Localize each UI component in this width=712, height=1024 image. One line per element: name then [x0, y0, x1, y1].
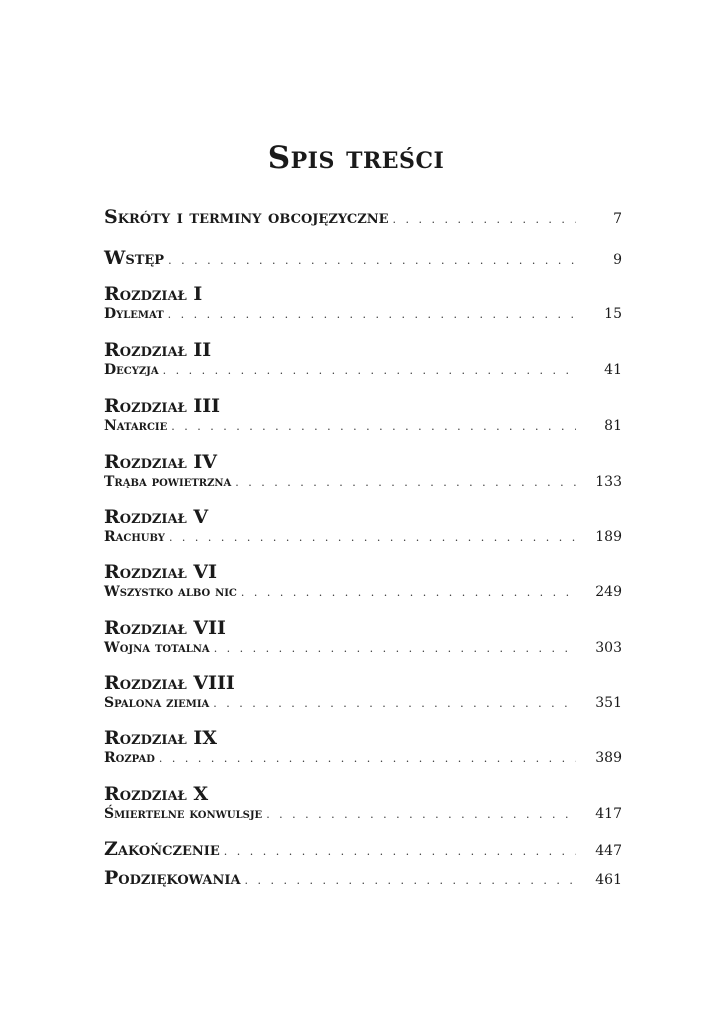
dot-leader: [224, 845, 576, 858]
toc-entry-label: Wstęp: [104, 247, 165, 269]
toc-entry-label: Skróty i terminy obcojęzyczne: [104, 206, 389, 228]
toc-row: [104, 750, 622, 766]
toc-entry-label: Spalona ziemia: [104, 695, 210, 711]
dot-leader: [171, 420, 576, 433]
toc-entry-chapter-3: [104, 394, 622, 434]
chapter-heading: Rozdział VII: [104, 617, 226, 639]
toc-page-number: 389: [595, 750, 622, 766]
toc-row: [104, 474, 622, 490]
toc-page-number: 447: [595, 843, 622, 859]
toc-page-number: 461: [595, 872, 622, 888]
toc-page-number: 81: [604, 418, 622, 434]
dot-leader: [168, 308, 576, 321]
toc-entry-chapter-9: [104, 726, 622, 766]
toc-page-number: 303: [595, 640, 622, 656]
chapter-heading: Rozdział VI: [104, 561, 218, 583]
toc-entry-label: Wszystko albo nic: [104, 584, 237, 600]
chapter-heading: Rozdział IX: [104, 727, 218, 749]
toc-row: [104, 418, 622, 434]
chapter-heading: Rozdział II: [104, 339, 212, 361]
dot-leader: [163, 364, 576, 377]
toc-entry-label: Dylemat: [104, 306, 164, 322]
toc-entry-chapter-8: [104, 671, 622, 711]
toc-entry-conclusion: [104, 838, 622, 860]
toc-row: [104, 362, 622, 378]
toc-page-number: 15: [604, 306, 622, 322]
toc-entry-label: Wojna totalna: [104, 640, 210, 656]
dot-leader: [169, 531, 576, 544]
toc-entry-chapter-6: [104, 560, 622, 600]
toc-entry-label: Zakończenie: [104, 838, 220, 860]
toc-row: [104, 306, 622, 322]
toc-page-number: 351: [595, 695, 622, 711]
dot-leader: [393, 213, 576, 226]
toc-entry-label: Trąba powietrzna: [104, 474, 232, 490]
toc-entry-abbreviations: [104, 206, 622, 228]
toc-page-number: 9: [613, 252, 622, 268]
toc-entry-label: Decyzja: [104, 362, 159, 378]
toc-entry-chapter-7: [104, 616, 622, 656]
chapter-heading: Rozdział X: [104, 783, 209, 805]
toc-entry-chapter-1: [104, 282, 622, 322]
dot-leader: [168, 254, 576, 267]
toc-entry-chapter-2: [104, 338, 622, 378]
dot-leader: [235, 476, 576, 489]
toc-entry-label: Natarcie: [104, 418, 168, 434]
chapter-heading: Rozdział III: [104, 395, 221, 417]
chapter-heading: Rozdział V: [104, 506, 209, 528]
toc-entry-label: Śmiertelne konwulsje: [104, 806, 263, 822]
toc-page-number: 417: [595, 806, 622, 822]
toc-entry-chapter-5: [104, 505, 622, 545]
toc-row: [104, 640, 622, 656]
dot-leader: [245, 874, 576, 887]
dot-leader: [159, 752, 576, 765]
dot-leader: [266, 808, 576, 821]
toc-row: [104, 838, 622, 860]
toc-entry-chapter-4: [104, 450, 622, 490]
chapter-heading: Rozdział IV: [104, 451, 218, 473]
toc-row: [104, 206, 622, 228]
toc-row: [104, 529, 622, 545]
dot-leader: [214, 642, 576, 655]
dot-leader: [213, 697, 576, 710]
toc-page-number: 41: [604, 362, 622, 378]
dot-leader: [241, 586, 576, 599]
toc-entry-introduction: [104, 247, 622, 269]
toc-row: [104, 247, 622, 269]
toc-page-number: 249: [595, 584, 622, 600]
toc-page-number: 189: [595, 529, 622, 545]
toc-row: [104, 806, 622, 822]
toc-entry-label: Rozpad: [104, 750, 155, 766]
toc-entry-label: Podziękowania: [104, 867, 241, 889]
toc-page-number: 133: [595, 474, 622, 490]
page-title: Spis treści: [267, 140, 445, 176]
toc-entry-chapter-10: [104, 782, 622, 822]
chapter-heading: Rozdział I: [104, 283, 203, 305]
toc-row: [104, 695, 622, 711]
toc-entry-acknowledgements: [104, 867, 622, 889]
chapter-heading: Rozdział VIII: [104, 672, 235, 694]
toc-entry-label: Rachuby: [104, 529, 165, 545]
toc-row: [104, 584, 622, 600]
toc-row: [104, 867, 622, 889]
toc-page-number: 7: [613, 211, 622, 227]
